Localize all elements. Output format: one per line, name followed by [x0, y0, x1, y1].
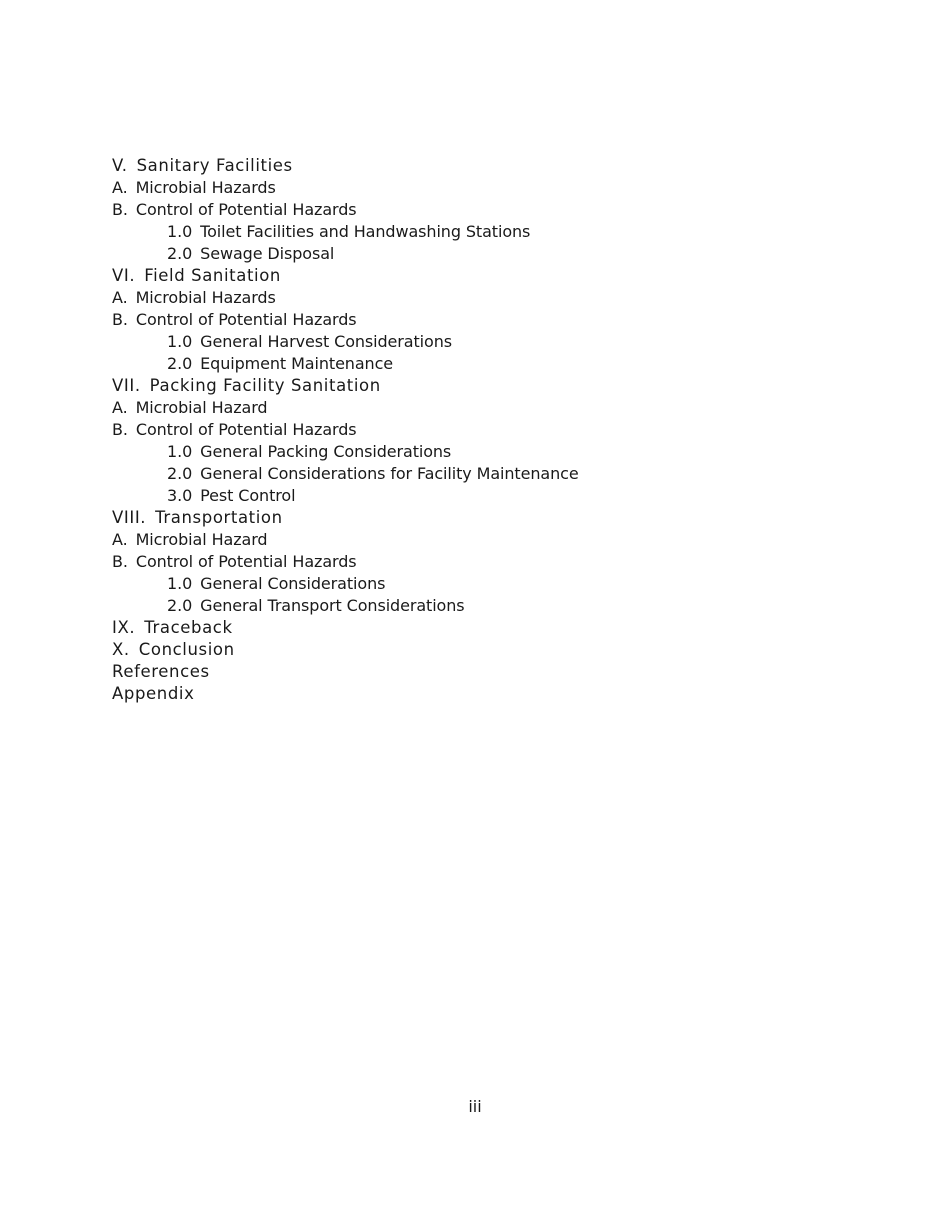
- toc-entry: [112, 397, 872, 419]
- toc-entry-title: General Transport Considerations: [200, 596, 465, 615]
- toc-entry-title: References: [112, 662, 210, 681]
- toc-entry-title: Sanitary Facilities: [136, 156, 293, 175]
- toc-entry: [112, 529, 872, 551]
- toc-entry-number: B.: [112, 420, 128, 439]
- toc-entry-title: Packing Facility Sanitation: [149, 376, 381, 395]
- toc-entry-number: IX.: [112, 618, 136, 637]
- toc-entry: [112, 221, 872, 243]
- page-number: iii: [468, 1097, 482, 1116]
- toc-entry-title: Traceback: [144, 618, 233, 637]
- toc-entry: [112, 419, 872, 441]
- toc-entry-title: Microbial Hazards: [135, 178, 276, 197]
- toc-entry: [112, 551, 872, 573]
- toc-entry: [112, 639, 872, 661]
- toc-entry-number: 2.0: [167, 596, 193, 615]
- toc-entry: [112, 265, 872, 287]
- toc-entry: [112, 683, 872, 705]
- toc-entry-number: A.: [112, 530, 128, 549]
- toc-entry: [112, 155, 872, 177]
- toc-entry-number: 3.0: [167, 486, 193, 505]
- toc-entry-number: A.: [112, 288, 128, 307]
- toc-entry: [112, 199, 872, 221]
- toc-entry-title: Toilet Facilities and Handwashing Stations: [200, 222, 531, 241]
- toc-entry: [112, 595, 872, 617]
- toc-entry: [112, 573, 872, 595]
- toc-entry: [112, 243, 872, 265]
- toc-entry-title: Microbial Hazard: [135, 530, 268, 549]
- toc-entry: [112, 177, 872, 199]
- toc-entry-title: Microbial Hazards: [135, 288, 276, 307]
- toc-entry-number: B.: [112, 310, 128, 329]
- toc-entry-title: Sewage Disposal: [200, 244, 335, 263]
- toc-entry-number: B.: [112, 552, 128, 571]
- toc-entry-number: 1.0: [167, 574, 193, 593]
- toc-entry-number: VIII.: [112, 508, 147, 527]
- toc-entry-number: X.: [112, 640, 130, 659]
- toc-entry-number: A.: [112, 398, 128, 417]
- toc-entry: [112, 617, 872, 639]
- toc-entry-number: 2.0: [167, 244, 193, 263]
- toc-entry-title: General Considerations for Facility Maintenance: [200, 464, 579, 483]
- toc-entry-number: 2.0: [167, 354, 193, 373]
- toc-entry-title: Pest Control: [200, 486, 296, 505]
- toc-entry-title: Conclusion: [138, 640, 235, 659]
- toc-entry-number: V.: [112, 156, 128, 175]
- toc-entry-title: Control of Potential Hazards: [135, 552, 357, 571]
- toc-entry-number: B.: [112, 200, 128, 219]
- toc-entry-title: General Harvest Considerations: [200, 332, 452, 351]
- toc-entry-number: VII.: [112, 376, 141, 395]
- toc-entry-title: Control of Potential Hazards: [135, 200, 357, 219]
- toc-entry: [112, 463, 872, 485]
- toc-entry: [112, 331, 872, 353]
- toc-entry-number: A.: [112, 178, 128, 197]
- toc-entry-title: Control of Potential Hazards: [135, 420, 357, 439]
- toc-entry-number: 1.0: [167, 332, 193, 351]
- toc-entry-number: 1.0: [167, 442, 193, 461]
- toc-entry: [112, 375, 872, 397]
- toc-entry-title: General Packing Considerations: [200, 442, 452, 461]
- toc-entry: [112, 441, 872, 463]
- toc-entry-title: Equipment Maintenance: [200, 354, 394, 373]
- table-of-contents: [112, 155, 872, 705]
- toc-entry-title: Field Sanitation: [144, 266, 281, 285]
- toc-entry-number: 2.0: [167, 464, 193, 483]
- toc-entry-title: Microbial Hazard: [135, 398, 268, 417]
- toc-entry-title: Transportation: [155, 508, 283, 527]
- toc-entry: [112, 661, 872, 683]
- toc-entry-title: Control of Potential Hazards: [135, 310, 357, 329]
- toc-entry-number: 1.0: [167, 222, 193, 241]
- toc-entry: [112, 485, 872, 507]
- toc-entry: [112, 507, 872, 529]
- toc-entry-title: Appendix: [112, 684, 195, 703]
- toc-entry: [112, 353, 872, 375]
- toc-entry-title: General Considerations: [200, 574, 386, 593]
- toc-entry: [112, 287, 872, 309]
- toc-entry: [112, 309, 872, 331]
- toc-entry-number: VI.: [112, 266, 136, 285]
